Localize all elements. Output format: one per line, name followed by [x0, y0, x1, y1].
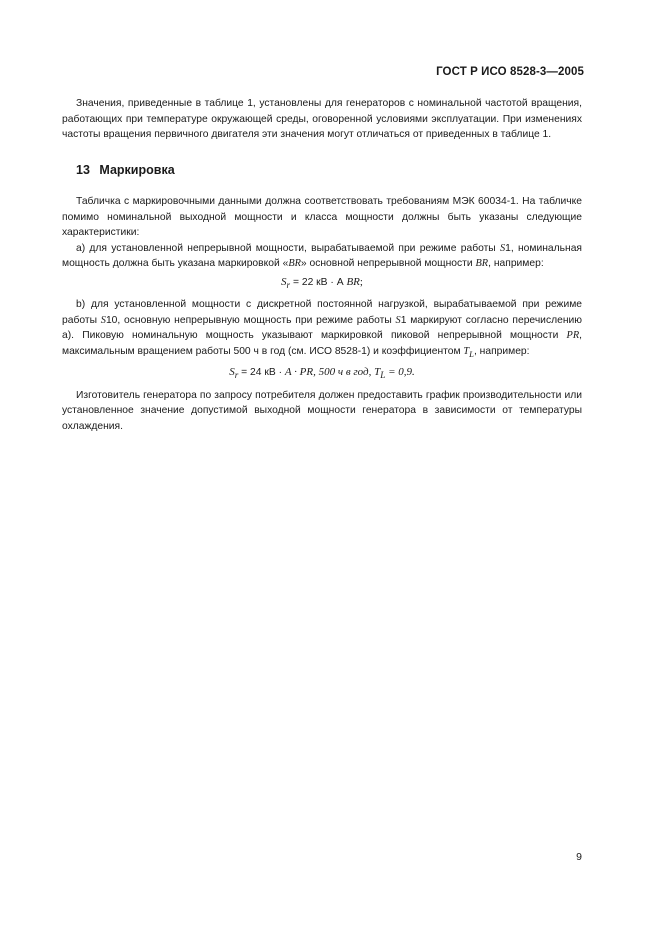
- item-b-coefficient: T: [463, 345, 470, 357]
- formula-a-mark: BR: [346, 275, 360, 288]
- formula-b-lhs: S: [229, 366, 235, 379]
- item-a-text-2: 1, номинальная мощность должна быть указана маркировкой «: [62, 242, 582, 269]
- formula-a-lhs: S: [281, 275, 287, 288]
- formula-b-coefficient-sub: L: [380, 370, 386, 381]
- item-b-peak-mark: PR: [566, 330, 580, 342]
- closing-paragraph: Изготовитель генератора по запросу потребителя должен предоставить график производительности или установленное значение допустимой выходной мощности генератора в зависимости от температуры охлаждения.: [62, 389, 582, 432]
- section-title: Маркировка: [99, 163, 175, 177]
- item-a-mark-2: BR: [475, 258, 489, 269]
- item-a-text-4: , например:: [488, 258, 544, 269]
- intro-block: [62, 96, 582, 143]
- formula-a: [62, 275, 582, 294]
- list-item-b: [62, 297, 582, 362]
- section-heading: [76, 163, 175, 177]
- item-a-duty-symbol: S: [499, 242, 506, 254]
- item-b-text-4: , максимальным вращением работы 500 ч в год (см. ИСО 8528-1) и коэффициентом: [62, 330, 582, 357]
- item-a-text-1: а) для установленной непрерывной мощности, вырабатываемой при режиме работы: [76, 242, 500, 254]
- item-b-text-1: b) для установленной мощности с дискретной постоянной нагрузкой, вырабатываемой при режиме работы: [62, 299, 582, 326]
- section-number: 13: [76, 163, 90, 177]
- marking-block: [62, 194, 582, 434]
- list-item-a: [62, 241, 582, 272]
- standard-code-header: ГОСТ Р ИСО 8528-3—2005: [436, 66, 584, 78]
- intro-paragraph: Значения, приведенные в таблице 1, установлены для генераторов с номинальной частотой вращения, работающих при температуре окружающей среды, оговоренной условиями эксплуатации. При изменениях частоты вращения первичного двигателя эти значения могут отличаться от приведенных в таблице 1.: [62, 98, 582, 140]
- formula-b-tail: = 0,9.: [385, 366, 415, 379]
- page-number: 9: [576, 851, 582, 863]
- formula-a-eq: = 22 кВ · А: [290, 276, 347, 288]
- item-a-mark-1: BR: [288, 258, 301, 269]
- item-b-text-5: , например:: [473, 345, 530, 357]
- formula-b-coefficient: T: [374, 366, 381, 379]
- formula-b-rest: A · PR, 500 ч в год,: [284, 366, 375, 379]
- item-b-text-2: 10, основную непрерывную мощность при режиме работы: [105, 314, 396, 326]
- formula-b-sub: r: [234, 370, 239, 381]
- item-b-duty-symbol-2: S: [395, 314, 401, 326]
- formula-b: [62, 365, 582, 384]
- formula-b-eq: = 24 кВ ·: [238, 367, 285, 379]
- marking-paragraph: Табличка с маркировочными данными должна соответствовать требованиям МЭК 60034-1. На табличке помимо номинальной выходной мощности и класса мощности должны быть указаны следующие характеристики:: [62, 196, 582, 238]
- item-b-text-3: 1 маркируют согласно перечислению а). Пиковую номинальную мощность указывают маркировкой пиковой непрерывной мощности: [62, 314, 582, 342]
- item-b-coefficient-sub: L: [469, 348, 474, 359]
- formula-a-sub: r: [286, 279, 291, 290]
- item-a-text-3: » основной непрерывной мощности: [300, 258, 476, 269]
- item-b-duty-symbol-1: S: [100, 314, 106, 326]
- formula-a-tail: ;: [359, 275, 363, 288]
